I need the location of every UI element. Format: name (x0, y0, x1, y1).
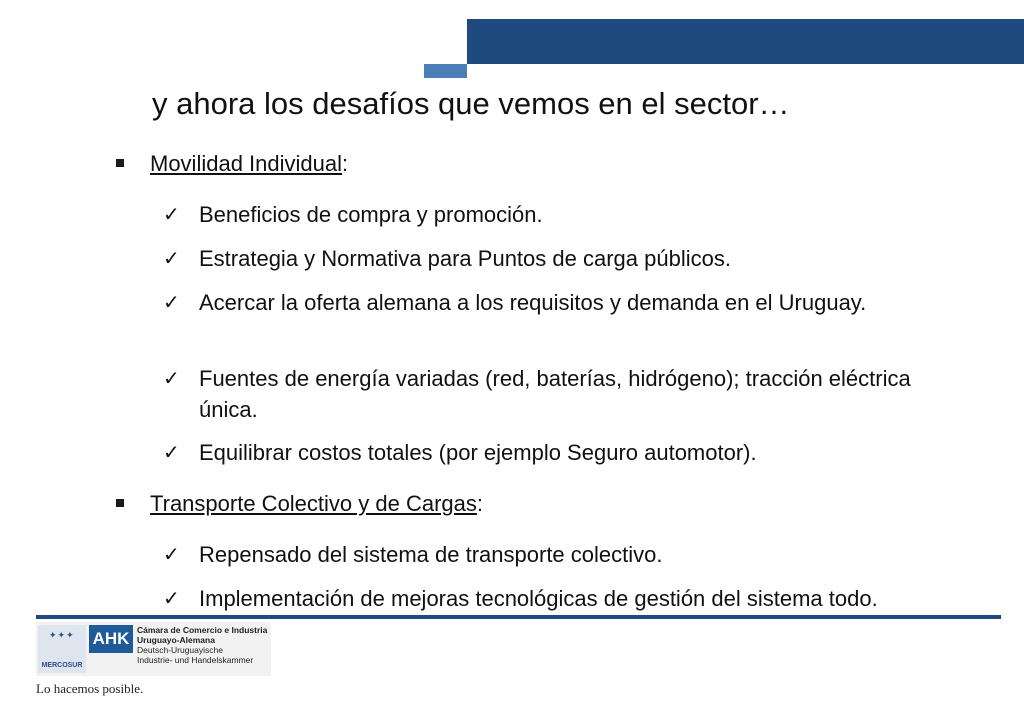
checkmark-icon: ✓ (163, 290, 180, 314)
ahk-logo: AHK (89, 625, 133, 653)
mercosur-stars-icon: ✦✦✦ (49, 631, 75, 641)
ahk-line: Uruguayo-Alemana (137, 635, 215, 645)
section-heading-colon: : (342, 151, 349, 176)
list-item (163, 437, 963, 468)
list-item-text: Equilibrar costos totales (por ejemplo Seguro automotor). (199, 440, 757, 465)
square-bullet-icon (116, 499, 124, 507)
ahk-line: Industrie- und Handelskammer (137, 655, 254, 665)
checkmark-icon: ✓ (163, 202, 180, 226)
section-heading-movilidad (116, 151, 348, 177)
checkmark-icon: ✓ (163, 586, 180, 610)
list-item (163, 243, 963, 274)
section-heading-text: Movilidad Individual (150, 151, 342, 176)
checkmark-icon: ✓ (163, 246, 180, 270)
list-item (163, 363, 963, 425)
list-item-text: Estrategia y Normativa para Puntos de carga públicos. (199, 246, 731, 271)
footer-slogan: Lo hacemos posible. (36, 681, 144, 696)
list-item-text: Repensado del sistema de transporte colectivo. (199, 542, 663, 567)
checkmark-icon: ✓ (163, 440, 180, 464)
footer-logo (36, 622, 271, 676)
list-item (163, 539, 963, 570)
list-item-text: Fuentes de energía variadas (red, baterías, hidrógeno); tracción eléctrica única. (199, 366, 911, 422)
mercosur-logo (38, 625, 86, 673)
ahk-line: Cámara de Comercio e Industria (137, 625, 268, 635)
list-item-text: Beneficios de compra y promoción. (199, 202, 543, 227)
mercosur-label: MERCOSUR (41, 662, 83, 669)
list-item-text: Implementación de mejoras tecnológicas de gestión del sistema todo. (199, 586, 878, 611)
footer-rule (36, 615, 1001, 619)
ahk-chamber-name (137, 625, 267, 665)
list-item (163, 583, 963, 614)
checkmark-icon: ✓ (163, 366, 180, 390)
checkmark-icon: ✓ (163, 542, 180, 566)
list-item (163, 199, 963, 230)
ahk-line: Deutsch-Uruguayische (137, 645, 223, 655)
section-heading-text: Transporte Colectivo y de Cargas (150, 491, 477, 516)
slide-title: y ahora los desafíos que vemos en el sector… (152, 86, 790, 121)
section-heading-colon: : (476, 491, 484, 516)
square-bullet-icon (116, 159, 124, 167)
list-item (163, 287, 923, 318)
list-item-text: Acercar la oferta alemana a los requisitos y demanda en el Uruguay. (199, 290, 867, 315)
section-heading-transporte (116, 491, 483, 517)
